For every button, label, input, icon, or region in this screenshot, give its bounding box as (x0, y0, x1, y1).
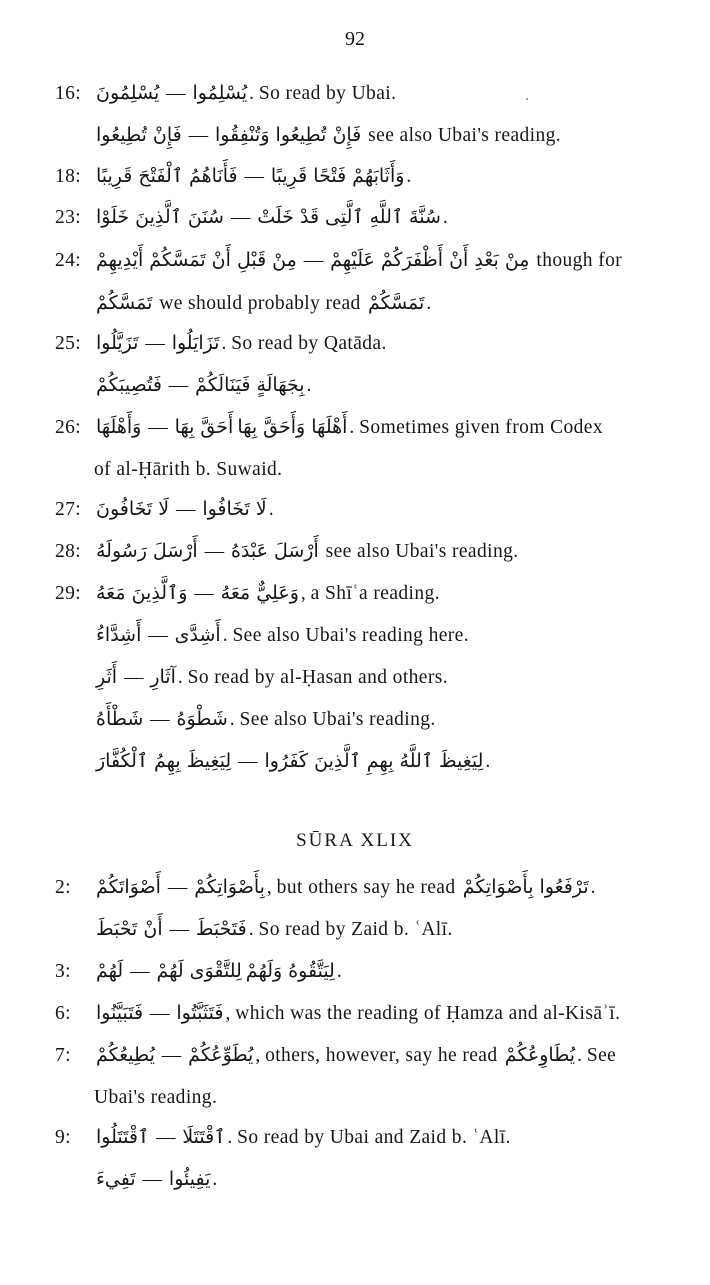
commentary-text: , which was the reading of Ḥamza and al-Kisāʾī. (225, 1003, 621, 1024)
arabic-reading: أَشِدَّى (174, 624, 221, 646)
note-line (55, 251, 622, 271)
commentary-text: . So read by Qatāda. (221, 333, 387, 354)
commentary-text: — (151, 1127, 181, 1148)
note-line (55, 418, 603, 438)
commentary-text: — (156, 1045, 187, 1066)
commentary-text: . Sometimes given from Codex (349, 417, 604, 438)
note-line (94, 126, 561, 146)
verse-number: 28: (55, 541, 82, 562)
arabic-reading: لَا تَخَافُونَ (96, 498, 170, 520)
arabic-reading: أَصْوَاتَكُمْ (96, 876, 161, 898)
arabic-reading: وَأَثَابَهُمْ فَتْحًا قَرِيبًا (270, 165, 405, 187)
arabic-reading: لِيَغِيظَ ٱللَّهُ بِهِمِ ٱلَّذِينَ كَفَرُوا (264, 750, 484, 772)
arabic-reading: لَهُمْ (96, 960, 124, 982)
commentary-text: — (164, 919, 194, 940)
arabic-reading: يُطَاوِعُكُمْ (504, 1044, 576, 1066)
commentary-text: . (590, 877, 596, 898)
arabic-reading: وَٱلَّذِينَ مَعَهُ (96, 582, 188, 604)
verse-number: 25: (55, 333, 82, 354)
arabic-reading: وَعَلِيٌّ مَعَهُ (220, 582, 299, 604)
commentary-text: . So read by Ubai. (249, 83, 397, 104)
note-line (55, 1046, 616, 1066)
verse-number: 16: (55, 83, 82, 104)
arabic-reading: أَرْسَلَ رَسُولَهُ (96, 540, 198, 562)
note-line (55, 542, 519, 562)
commentary-text: — (145, 1003, 175, 1024)
commentary-text: we should probably read (154, 293, 366, 314)
commentary-text: . So read by Ubai and Zaid b. ʿAlī. (227, 1127, 511, 1148)
arabic-reading: آثَارِ (150, 666, 176, 688)
arabic-reading: فَتُصِيبَكُمْ (96, 374, 162, 396)
commentary-text: , but others say he read (266, 877, 461, 898)
commentary-text: — (199, 541, 229, 562)
commentary-text: . See also Ubai's reading. (229, 709, 436, 730)
commentary-text: . (442, 207, 448, 228)
verse-number: 29: (55, 583, 82, 604)
commentary-text: — (137, 1169, 167, 1190)
commentary-text: . (212, 1169, 218, 1190)
arabic-reading: لِلتَّقْوَى لَهُمْ (156, 960, 242, 982)
commentary-text: — (145, 709, 175, 730)
arabic-reading: تَرْفَعُوا بِأَصْوَاتِكُمْ (462, 876, 589, 898)
commentary-text: — (239, 166, 269, 187)
note-line (55, 584, 440, 604)
commentary-text: — (233, 751, 263, 772)
arabic-reading: يُسْلِمُوا (192, 82, 248, 104)
commentary-text: — (171, 499, 201, 520)
commentary-text: — (143, 625, 173, 646)
note-line (94, 752, 490, 772)
note-line (94, 294, 431, 314)
verse-number: 27: (55, 499, 82, 520)
commentary-text: . (426, 293, 432, 314)
arabic-reading: يُطَوِّعُكُمْ (188, 1044, 254, 1066)
arabic-reading: أَثَرِ (96, 666, 118, 688)
arabic-reading: فَتَثَبَّتُوا (176, 1002, 224, 1024)
arabic-reading: سُنَّةَ ٱللَّهِ ٱلَّتِى قَدْ خَلَتْ (257, 206, 441, 228)
note-line (55, 878, 596, 898)
verse-number: 3: (55, 961, 71, 982)
arabic-reading: وَأَهْلَهَا (96, 416, 142, 438)
arabic-reading: يُسْلِمُونَ (96, 82, 160, 104)
commentary-text: Ubai's reading. (94, 1087, 218, 1108)
verse-number: 23: (55, 207, 82, 228)
note-line (55, 334, 387, 354)
note-line (55, 84, 396, 104)
verse-number: 9: (55, 1127, 71, 1148)
commentary-text: — (189, 583, 219, 604)
note-line (55, 208, 448, 228)
arabic-reading: شَطْأَهُ (96, 708, 144, 730)
arabic-reading: تَمَسَّكُمْ (367, 292, 425, 314)
arabic-reading: تَفِيءَ (96, 1168, 136, 1190)
commentary-text: . So read by al-Ḥasan and others. (177, 667, 448, 688)
note-line (94, 376, 311, 396)
verse-number: 24: (55, 250, 82, 271)
verse-number: 7: (55, 1045, 71, 1066)
note-line (55, 1128, 511, 1148)
commentary-text: , others, however, say he read (255, 1045, 503, 1066)
commentary-text: of al-Ḥārith b. Suwaid. (94, 459, 283, 480)
arabic-reading: فَإِنْ تُطِيعُوا وَتُنْفِقُوا (214, 124, 362, 146)
page-number: 92 (345, 28, 365, 50)
commentary-text: see also Ubai's reading. (363, 125, 562, 146)
arabic-reading: تَزَيَّلُوا (96, 332, 139, 354)
commentary-text: , a Shīʿa reading. (300, 583, 440, 604)
commentary-text: — (119, 667, 149, 688)
note-line (94, 1170, 217, 1190)
note-line (55, 167, 411, 187)
commentary-text: — (298, 250, 329, 271)
note-line (55, 962, 342, 982)
arabic-reading: سُنَنَ ٱلَّذِينَ خَلَوْا (96, 206, 224, 228)
commentary-text: see also Ubai's reading. (320, 541, 519, 562)
commentary-text: though for (531, 250, 623, 271)
verse-number: 6: (55, 1003, 71, 1024)
arabic-reading: أَهْلَهَا وَأَحَقَّ بِهَا (237, 416, 348, 438)
note-line (55, 500, 274, 520)
arabic-reading: فَإِنْ تُطِيعُوا (96, 124, 182, 146)
arabic-reading: أَرْسَلَ عَبْدَهُ (230, 540, 319, 562)
arabic-reading: فَتَحْبَطَ (195, 918, 247, 940)
commentary-text: . (406, 166, 412, 187)
sura-heading: SŪRA XLIX (296, 830, 414, 851)
arabic-reading: مِنْ بَعْدِ أَنْ أَظْفَرَكُمْ عَلَيْهِمْ (330, 249, 530, 271)
commentary-text: — (162, 877, 193, 898)
arabic-reading: بِجَهَالَةٍ فَيَنَالَكُمْ (195, 374, 305, 396)
commentary-text: — (163, 375, 194, 396)
arabic-reading: تَزَايَلُوا (171, 332, 220, 354)
arabic-reading: لَا تَخَافُوا (202, 498, 267, 520)
arabic-reading: ٱقْتَتَلُوا (96, 1126, 150, 1148)
note-line (94, 668, 448, 688)
commentary-text: — (143, 417, 173, 438)
arabic-reading: يَفِيئُوا (168, 1168, 211, 1190)
verse-number: 2: (55, 877, 71, 898)
commentary-text: . So read by Zaid b. ʿAlī. (248, 919, 453, 940)
commentary-text: . (268, 499, 274, 520)
note-line (94, 460, 282, 480)
commentary-text: — (161, 83, 191, 104)
arabic-reading: فَأَنَاهُمُ ٱلْفَتْحَ قَرِيبًا (96, 165, 238, 187)
commentary-text: — (125, 961, 155, 982)
commentary-text: — (140, 333, 170, 354)
arabic-reading: أَنْ تَحْبَطَ (96, 918, 163, 940)
verse-number: 18: (55, 166, 82, 187)
commentary-text: . (485, 751, 491, 772)
commentary-text: . See (577, 1045, 617, 1066)
arabic-reading: تَمَسَّكُمْ (96, 292, 153, 314)
arabic-reading: بِأَصْوَاتِكُمْ (194, 876, 265, 898)
commentary-text: — (183, 125, 213, 146)
arabic-reading: لِيَغِيظَ بِهِمُ ٱلْكُفَّارَ (96, 750, 232, 772)
arabic-reading: شَطْوَهُ (176, 708, 228, 730)
note-line (94, 626, 469, 646)
commentary-text: . (336, 961, 342, 982)
arabic-reading: أَحَقَّ بِهَا (174, 416, 234, 438)
commentary-text: . (306, 375, 312, 396)
arabic-reading: فَتَبَيَّنُوا (96, 1002, 144, 1024)
arabic-reading: يُطِيعُكُمْ (96, 1044, 155, 1066)
commentary-text: . See also Ubai's reading here. (222, 625, 470, 646)
arabic-reading: مِنْ قَبْلِ أَنْ تَمَسَّكُمْ أَيْدِيهِمْ (96, 249, 297, 271)
commentary-text: — (225, 207, 256, 228)
arabic-reading: ٱقْتَتَلَا (182, 1126, 226, 1148)
note-line (94, 710, 436, 730)
arabic-reading: لِيَتَّقُوهُ وَلَهُمْ (245, 960, 335, 982)
arabic-reading: أَشِدَّاءُ (96, 624, 142, 646)
note-line (94, 920, 453, 940)
verse-number: 26: (55, 417, 82, 438)
note-line (55, 1004, 620, 1024)
print-speck (526, 98, 528, 100)
note-line (94, 1088, 217, 1108)
